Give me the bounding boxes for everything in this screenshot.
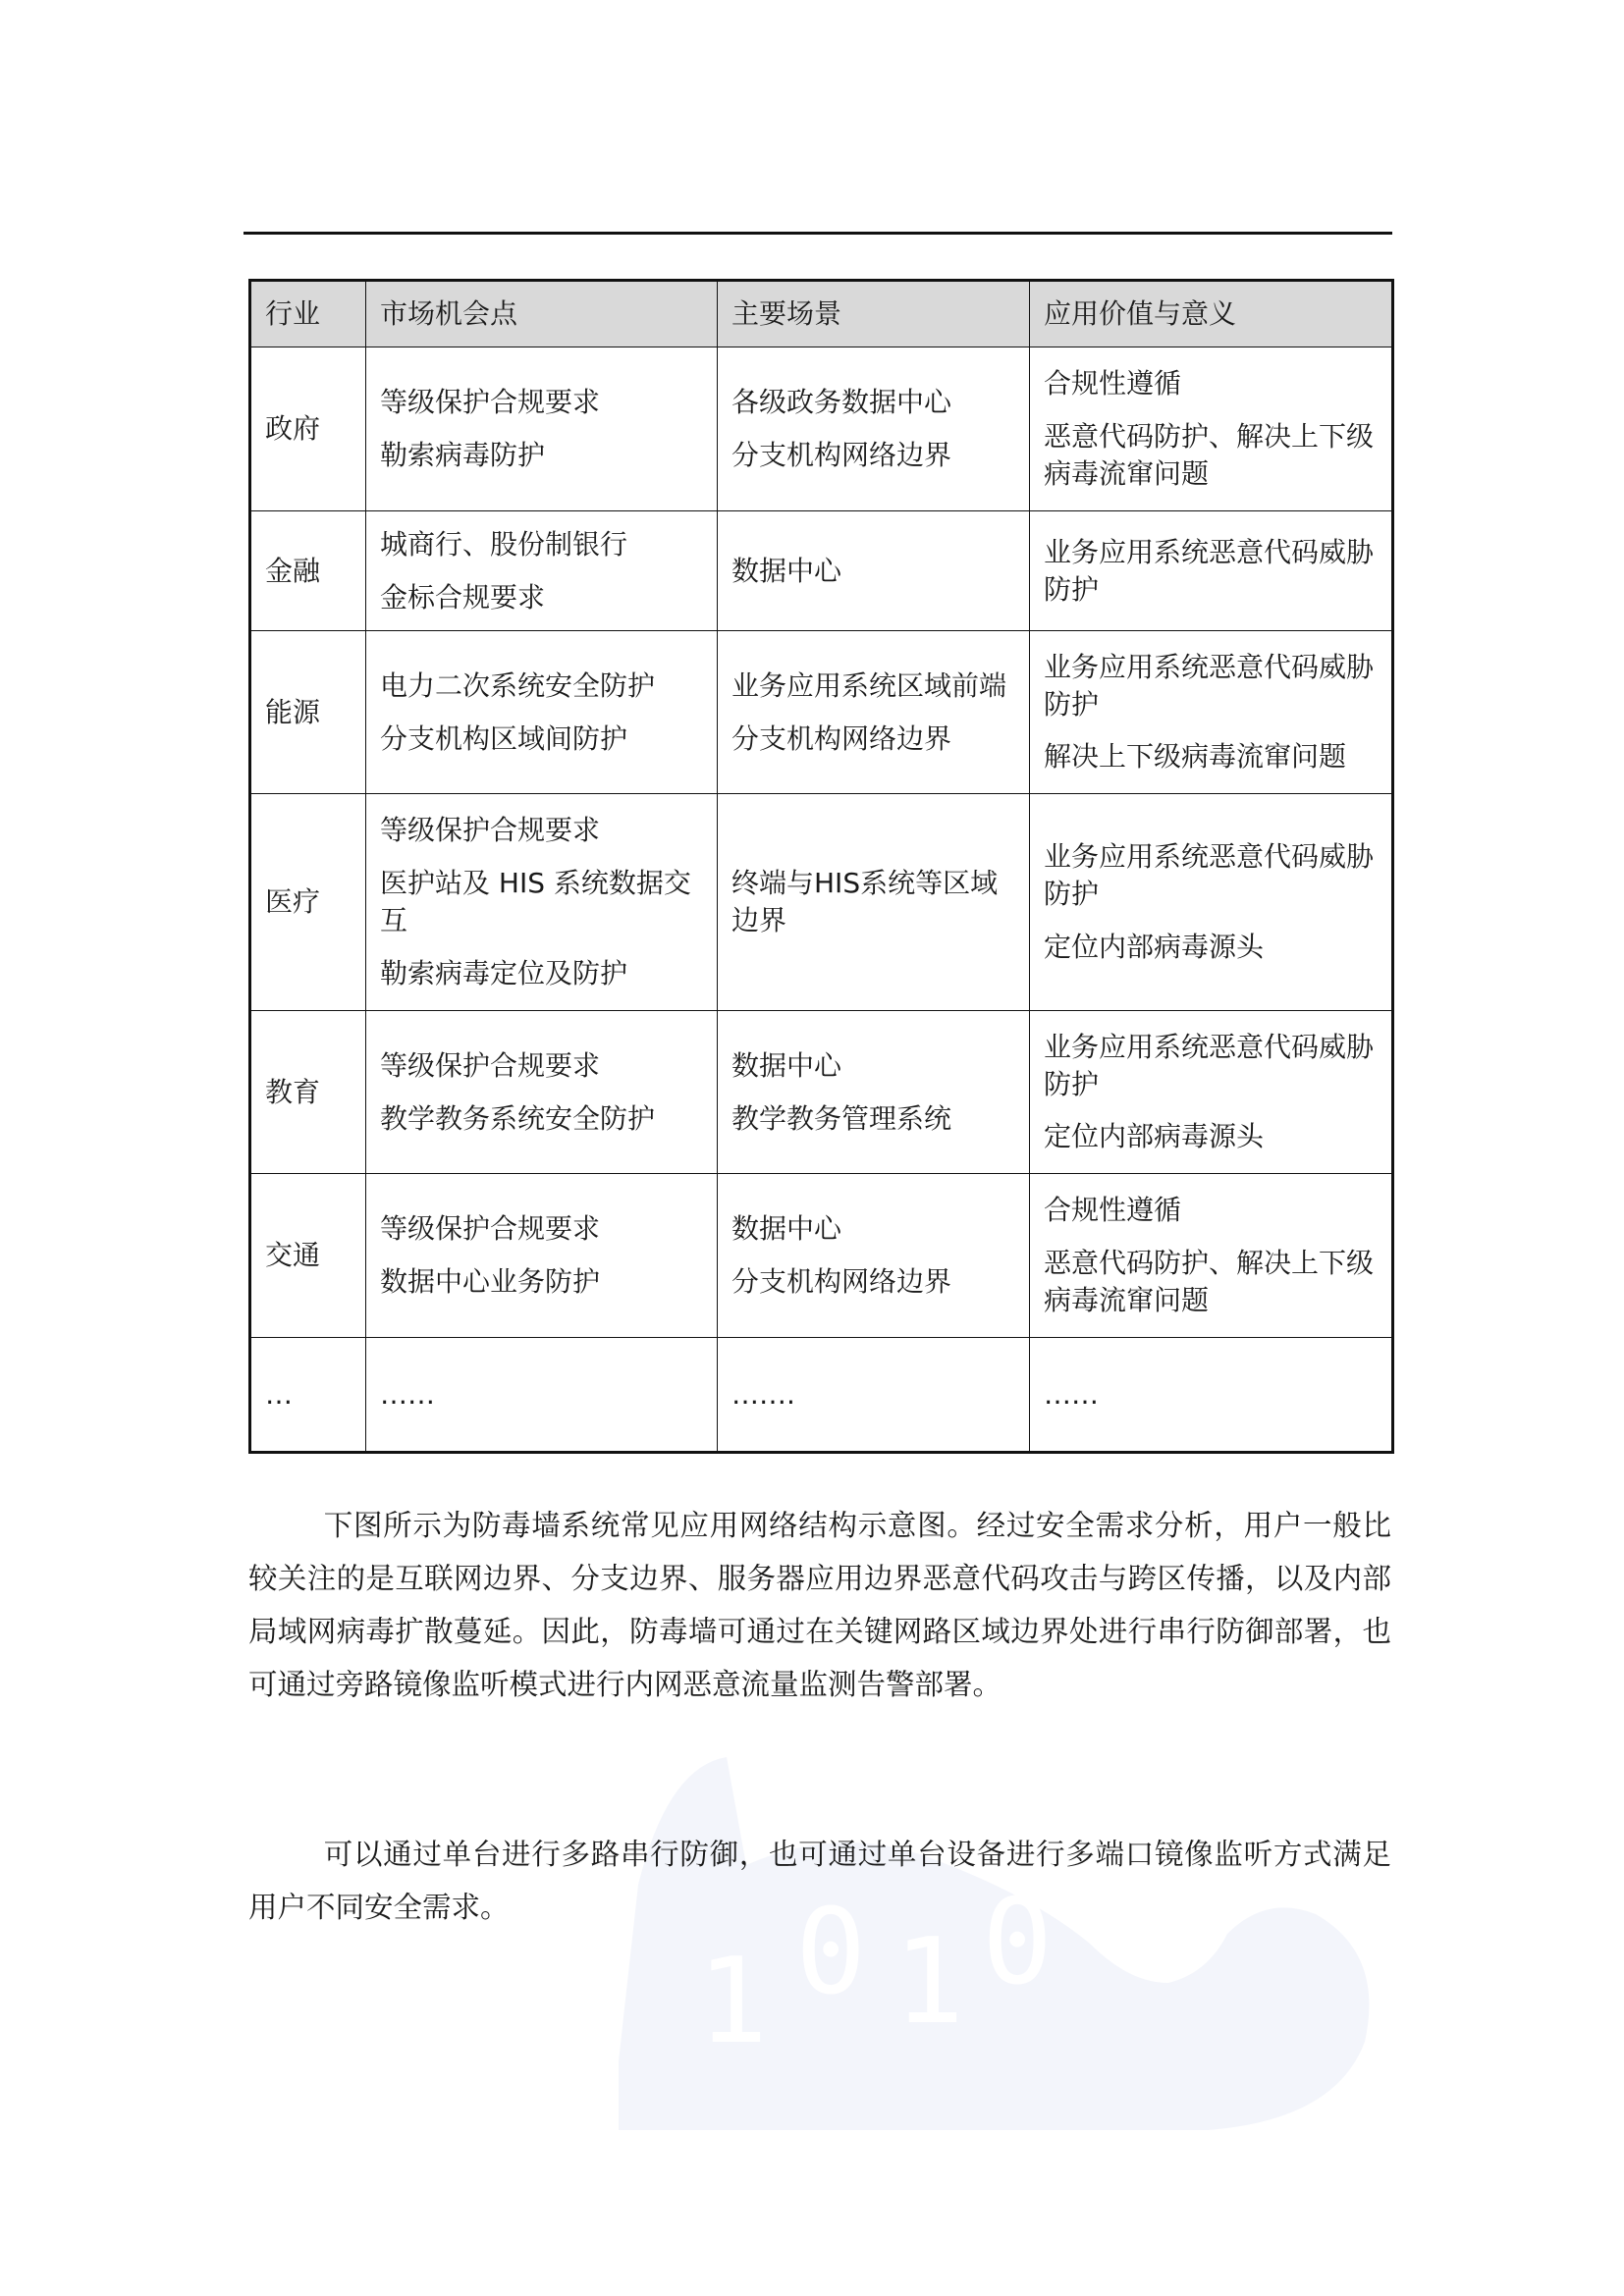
paragraph-2 bbox=[248, 1828, 1391, 1934]
cell-opportunities-line: 城商行、股份制银行 bbox=[380, 527, 628, 561]
header-opportunities: 市场机会点 bbox=[366, 281, 718, 347]
cell-industry: 交通 bbox=[250, 1174, 366, 1338]
cell-scenarios-line: ……. bbox=[731, 1377, 795, 1411]
header-industry: 行业 bbox=[250, 281, 366, 347]
table-row bbox=[250, 511, 1393, 631]
cell-values-line: 合规性遵循 bbox=[1044, 1194, 1182, 1227]
cell-scenarios-line: 分支机构网络边界 bbox=[731, 439, 952, 471]
cell-values-line: 恶意代码防护、解决上下级病毒流窜问题 bbox=[1044, 1247, 1375, 1316]
cell-opportunities-line: 分支机构区域间防护 bbox=[380, 721, 628, 755]
cell-opportunities-line: 医护站及 HIS 系统数据交互 bbox=[380, 867, 691, 936]
cell-industry: 金融 bbox=[250, 511, 366, 631]
cell-opportunities bbox=[366, 1011, 718, 1174]
watermark-logo-icon bbox=[579, 1747, 1414, 2160]
table-row bbox=[250, 631, 1393, 794]
cell-opportunities bbox=[366, 631, 718, 794]
paragraph-1 bbox=[248, 1499, 1391, 1711]
svg-text:0: 0 bbox=[982, 1875, 1054, 2011]
cell-scenarios-line: 教学教务管理系统 bbox=[731, 1101, 952, 1135]
cell-opportunities-line: 等级保护合规要求 bbox=[380, 1212, 601, 1246]
cell-scenarios-line: 数据中心 bbox=[731, 1212, 842, 1246]
cell-values-line: …… bbox=[1044, 1377, 1099, 1411]
table-row bbox=[250, 794, 1393, 1011]
cell-values-line: 合规性遵循 bbox=[1044, 367, 1182, 400]
cell-opportunities-line: 教学教务系统安全防护 bbox=[380, 1101, 656, 1135]
cell-scenarios bbox=[718, 1338, 1030, 1453]
cell-industry: 教育 bbox=[250, 1011, 366, 1174]
paragraph-1-text: 下图所示为防毒墙系统常见应用网络结构示意图。经过安全需求分析，用户一般比较关注的是互联网边界、分支边界、服务器应用边界恶意代码攻击与跨区传播，以及内部局域网病毒扩散蔓延。因此，防毒墙可通过在关键网路区域边界处进行串行防御部署，也可通过旁路镜像监听模式进行内网恶意流量监测告警部署。 bbox=[248, 1509, 1391, 1701]
cell-scenarios bbox=[718, 794, 1030, 1011]
cell-values bbox=[1030, 1011, 1393, 1174]
cell-opportunities-line: 电力二次系统安全防护 bbox=[380, 668, 656, 702]
cell-values-line: 业务应用系统恶意代码威胁防护 bbox=[1044, 535, 1375, 606]
cell-values bbox=[1030, 1174, 1393, 1338]
table-row bbox=[250, 1011, 1393, 1174]
cell-values-line: 恶意代码防护、解决上下级病毒流窜问题 bbox=[1044, 420, 1375, 490]
cell-scenarios bbox=[718, 511, 1030, 631]
cell-values bbox=[1030, 511, 1393, 631]
paragraph-2-text: 可以通过单台进行多路串行防御，也可通过单台设备进行多端口镜像监听方式满足用户不同安全需求。 bbox=[248, 1838, 1391, 1924]
svg-text:0: 0 bbox=[795, 1885, 867, 2021]
table-header-row bbox=[250, 281, 1393, 347]
cell-scenarios-line: 业务应用系统区域前端 bbox=[731, 668, 1007, 702]
cell-values-line: 业务应用系统恶意代码威胁防护 bbox=[1044, 1030, 1375, 1100]
cell-industry: 政府 bbox=[250, 347, 366, 511]
svg-text:1: 1 bbox=[697, 1934, 769, 2070]
cell-opportunities bbox=[366, 794, 718, 1011]
cell-opportunities-line: 数据中心业务防护 bbox=[380, 1265, 601, 1298]
cell-scenarios-line: 分支机构网络边界 bbox=[731, 721, 952, 755]
cell-industry: 能源 bbox=[250, 631, 366, 794]
cell-scenarios-line: 各级政务数据中心 bbox=[731, 386, 952, 419]
cell-scenarios-line: 分支机构网络边界 bbox=[731, 1265, 952, 1298]
cell-opportunities-line: 勒索病毒防护 bbox=[380, 439, 546, 471]
cell-values bbox=[1030, 347, 1393, 511]
cell-scenarios-line: 数据中心 bbox=[731, 554, 842, 587]
cell-values-line: 业务应用系统恶意代码威胁防护 bbox=[1044, 840, 1375, 911]
cell-values-line: 业务应用系统恶意代码威胁防护 bbox=[1044, 650, 1375, 721]
cell-scenarios-line: 数据中心 bbox=[731, 1048, 842, 1082]
header-scenarios: 主要场景 bbox=[718, 281, 1030, 347]
cell-opportunities bbox=[366, 1174, 718, 1338]
cell-opportunities bbox=[366, 511, 718, 631]
table-row bbox=[250, 1338, 1393, 1453]
cell-opportunities bbox=[366, 347, 718, 511]
cell-values bbox=[1030, 794, 1393, 1011]
header-values: 应用价值与意义 bbox=[1030, 281, 1393, 347]
cell-opportunities-line: 金标合规要求 bbox=[380, 580, 546, 614]
cell-scenarios bbox=[718, 631, 1030, 794]
cell-scenarios bbox=[718, 347, 1030, 511]
cell-scenarios bbox=[718, 1011, 1030, 1174]
header-rule bbox=[244, 232, 1392, 235]
cell-opportunities-line: 勒索病毒定位及防护 bbox=[380, 956, 628, 989]
cell-values bbox=[1030, 631, 1393, 794]
table-row bbox=[250, 1174, 1393, 1338]
cell-scenarios bbox=[718, 1174, 1030, 1338]
cell-industry: … bbox=[250, 1338, 366, 1453]
industry-table bbox=[248, 279, 1394, 1454]
cell-opportunities bbox=[366, 1338, 718, 1453]
cell-industry: 医疗 bbox=[250, 794, 366, 1011]
cell-values-line: 定位内部病毒源头 bbox=[1044, 1120, 1265, 1153]
cell-values-line: 定位内部病毒源头 bbox=[1044, 930, 1265, 963]
cell-opportunities-line: 等级保护合规要求 bbox=[380, 386, 601, 419]
cell-opportunities-line: …… bbox=[380, 1377, 435, 1411]
cell-values-line: 解决上下级病毒流窜问题 bbox=[1044, 740, 1347, 774]
cell-scenarios-line: 终端与HIS系统等区域边界 bbox=[731, 867, 999, 936]
table-row bbox=[250, 347, 1393, 511]
cell-values bbox=[1030, 1338, 1393, 1453]
cell-opportunities-line: 等级保护合规要求 bbox=[380, 814, 601, 847]
cell-opportunities-line: 等级保护合规要求 bbox=[380, 1048, 601, 1082]
svg-text:1: 1 bbox=[893, 1914, 965, 2051]
